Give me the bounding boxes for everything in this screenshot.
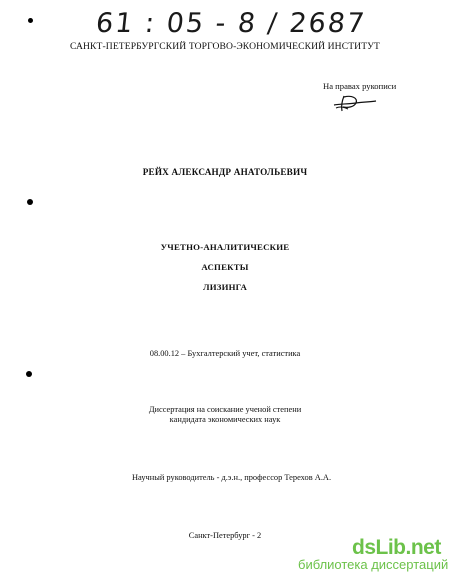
dissertation-title-line: АСПЕКТЫ [201,262,249,272]
scan-speck [28,18,33,23]
watermark-subtitle: библиотека диссертаций [298,557,449,572]
signature-icon [330,93,378,113]
watermark-logo: dsLib.net [352,536,441,559]
specialty-code: 08.00.12 – Бухгалтерский учет, статистика [149,349,301,358]
city-year: Санкт-Петербург - 2 [188,531,262,540]
author-name: РЕЙХ АЛЕКСАНДР АНАТОЛЬЕВИЧ [142,167,308,177]
scan-speck [27,199,33,205]
scan-speck [26,371,32,377]
degree-statement: Диссертация на соискание ученой степени [148,405,302,414]
institute-name: САНКТ-ПЕТЕРБУРГСКИЙ ТОРГОВО-ЭКОНОМИЧЕСКИЙ ИНСТИТУТ [69,41,381,52]
dissertation-title-line: УЧЕТНО-АНАЛИТИЧЕСКИЕ [160,242,290,252]
dissertation-title-line: ЛИЗИНГА [202,282,248,292]
degree-statement: кандидата экономических наук [169,415,281,424]
rights-note: На правах рукописи [323,81,397,91]
supervisor-line: Научный руководитель - д.э.н., профессор Терехов А.А. [132,473,332,482]
handwritten-archive-number: 61 : 05 - 8 / 2687 [94,8,368,39]
